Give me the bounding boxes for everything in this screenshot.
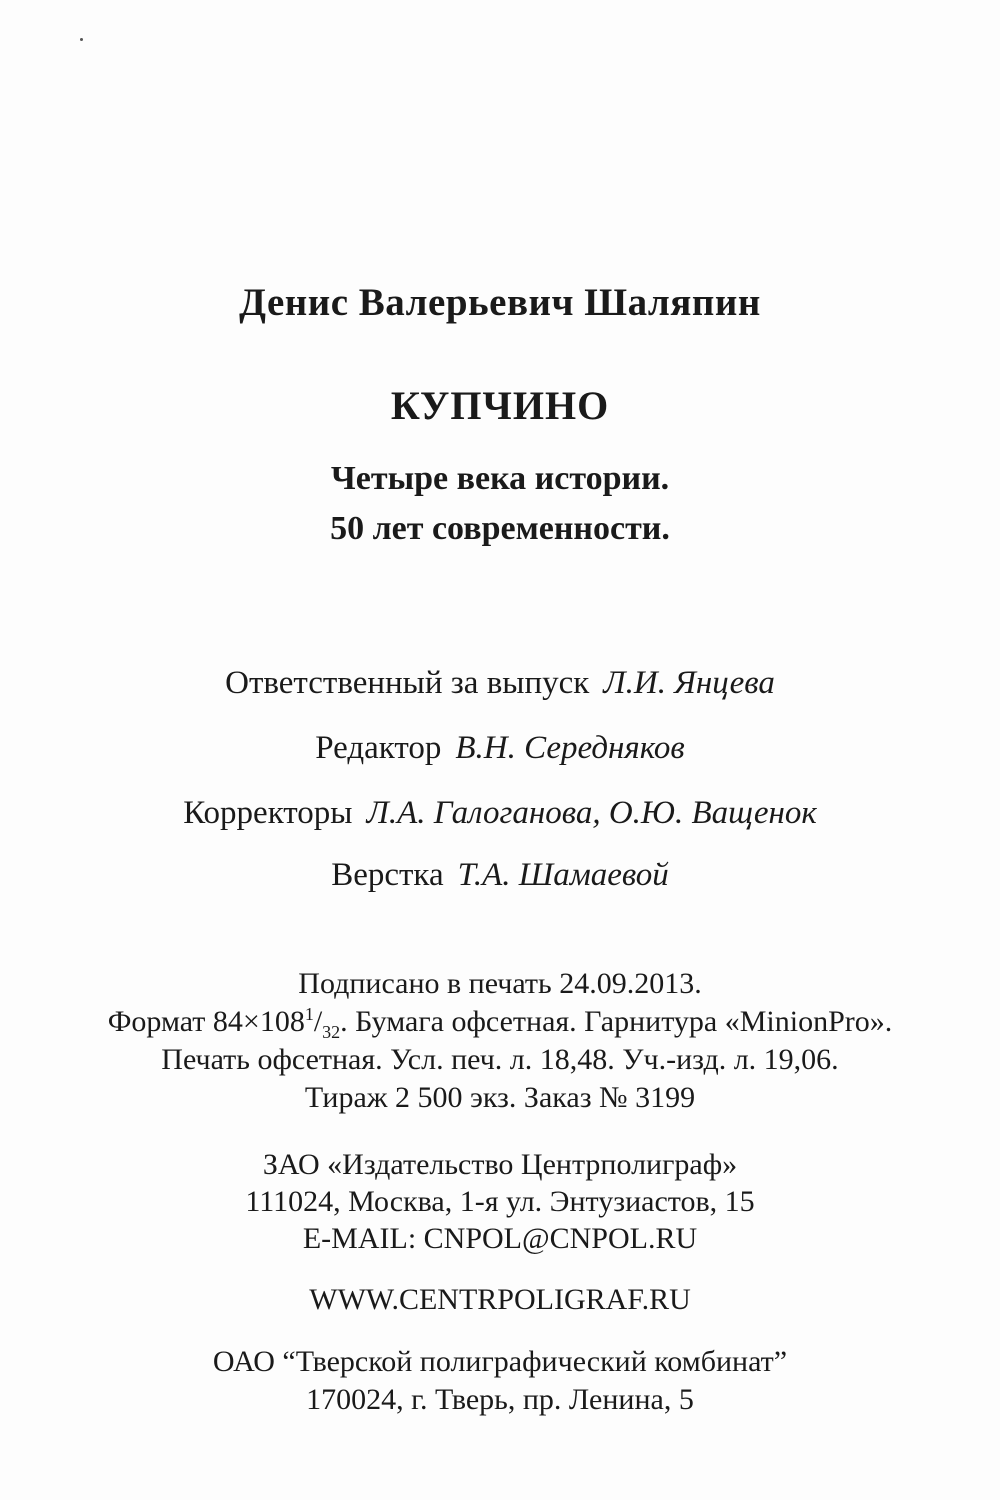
format-sup: 1 [304, 1004, 314, 1024]
imprint-printing: Печать офсетная. Усл. печ. л. 18,48. Уч.-изд. л. 19,06. [161, 1043, 839, 1076]
credit-responsible [0, 665, 1000, 702]
credit-person: Т.А. Шамаевой [457, 857, 669, 893]
print-speck [80, 38, 83, 41]
credit-layout [0, 857, 1000, 894]
format-suffix: . Бумага офсетная. Гарнитура «MinionPro». [340, 1005, 893, 1038]
format-prefix: Формат 84×108 [107, 1005, 305, 1038]
credit-role: Ответственный за выпуск [225, 665, 590, 701]
credit-person: В.Н. Середняков [455, 730, 685, 766]
author-name: Денис Валерьевич Шаляпин [239, 281, 761, 324]
credit-person: Л.А. Галоганова, О.Ю. Ващенок [366, 795, 817, 831]
format-sub: 32 [322, 1022, 341, 1042]
publisher-email: E-MAIL: CNPOL@CNPOL.RU [302, 1222, 698, 1255]
publisher-website: WWW.CENTRPOLIGRAF.RU [309, 1283, 691, 1316]
subtitle-line-2: 50 лет современности. [330, 510, 670, 547]
format-slash: / [313, 1005, 323, 1038]
credit-role: Верстка [331, 857, 444, 893]
imprint-signed: Подписано в печать 24.09.2013. [298, 967, 702, 1000]
publisher-name: ЗАО «Издательство Центрполиграф» [262, 1148, 738, 1181]
book-title: КУПЧИНО [390, 383, 610, 428]
subtitle-line-1: Четыре века истории. [330, 460, 670, 497]
credit-role: Корректоры [183, 795, 353, 831]
printer-address: 170024, г. Тверь, пр. Ленина, 5 [306, 1383, 694, 1416]
credit-editor [0, 730, 1000, 767]
publisher-address: 111024, Москва, 1-я ул. Энтузиастов, 15 [245, 1185, 755, 1218]
imprint-run: Тираж 2 500 экз. Заказ № 3199 [304, 1081, 696, 1114]
printer-name: ОАО “Тверской полиграфический комбинат” [212, 1345, 788, 1378]
credit-person: Л.И. Янцева [603, 665, 775, 701]
imprint-format [0, 1004, 1000, 1040]
credit-proofreaders [0, 795, 1000, 832]
credit-role: Редактор [315, 730, 442, 766]
